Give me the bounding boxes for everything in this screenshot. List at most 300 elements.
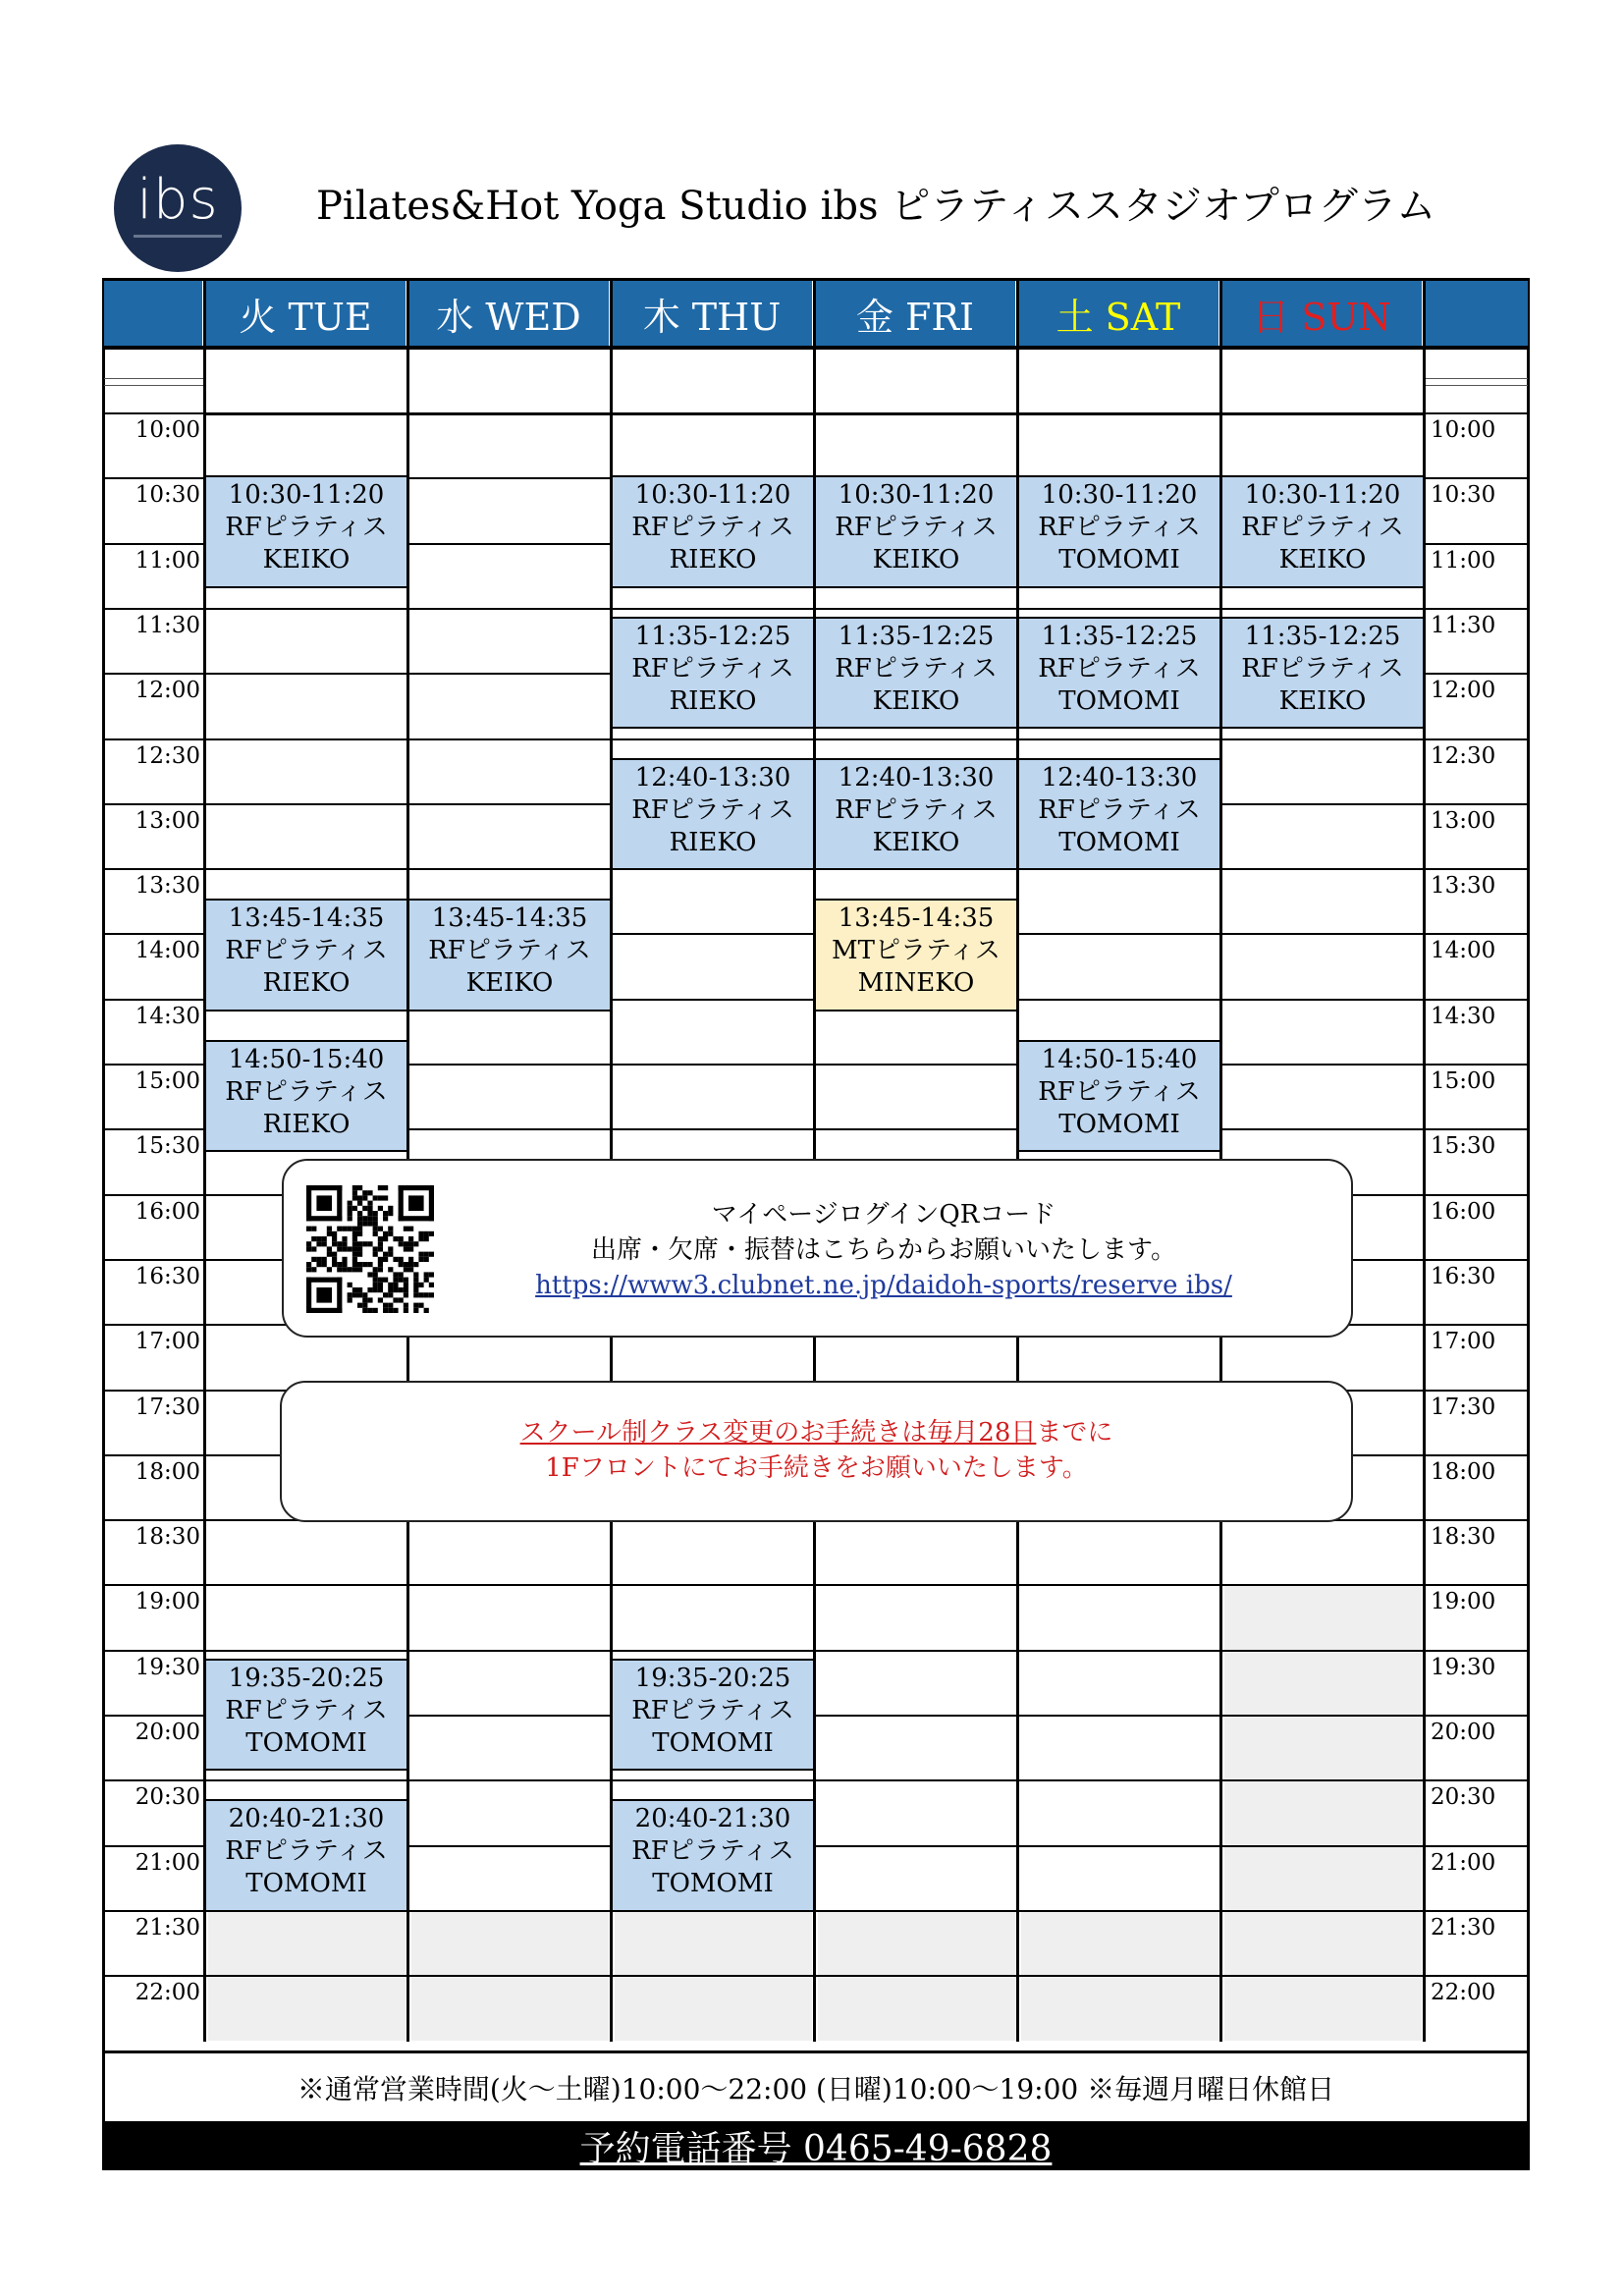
qr-module xyxy=(367,1216,372,1221)
qr-module xyxy=(388,1287,393,1292)
qr-module xyxy=(383,1231,388,1236)
class-instructor: KEIKO xyxy=(872,685,960,716)
qr-module xyxy=(306,1262,311,1267)
class-time: 19:35-20:25 xyxy=(228,1663,385,1693)
class-time: 20:40-21:30 xyxy=(228,1804,385,1834)
qr-module xyxy=(362,1221,367,1226)
class-block[interactable] xyxy=(1017,475,1221,588)
qr-module xyxy=(337,1227,342,1231)
qr-module xyxy=(373,1211,378,1216)
qr-module xyxy=(373,1283,378,1287)
qr-module xyxy=(357,1195,362,1200)
class-program: RFピラティス xyxy=(631,653,794,683)
class-time: 20:40-21:30 xyxy=(634,1804,791,1834)
qr-module xyxy=(393,1236,398,1241)
class-instructor: KEIKO xyxy=(262,545,351,575)
class-program: RFピラティス xyxy=(225,513,388,543)
qr-module xyxy=(362,1190,367,1195)
class-block[interactable] xyxy=(204,1799,408,1912)
class-program: RFピラティス xyxy=(1038,653,1201,683)
class-instructor: KEIKO xyxy=(465,968,554,999)
reserve-link[interactable]: https://www3.clubnet.ne.jp/daidoh-sports/reserve ibs/ xyxy=(535,1271,1232,1300)
class-instructor: TOMOMI xyxy=(245,1869,367,1899)
qr-module xyxy=(362,1308,367,1313)
qr-module xyxy=(357,1241,362,1246)
class-block[interactable] xyxy=(407,899,612,1011)
class-program: MTピラティス xyxy=(832,936,1001,966)
time-gridline xyxy=(104,1975,1528,1977)
day-header: 火 TUE xyxy=(205,281,406,346)
qr-module xyxy=(348,1211,352,1216)
qr-module xyxy=(337,1241,342,1246)
studio-logo xyxy=(114,144,242,272)
header-divider xyxy=(104,346,1528,350)
class-block[interactable] xyxy=(204,475,408,588)
qr-module xyxy=(357,1231,362,1236)
time-label-right: 16:30 xyxy=(1431,1263,1496,1289)
qr-module xyxy=(306,1246,311,1251)
qr-module xyxy=(388,1252,393,1257)
qr-module xyxy=(311,1236,316,1241)
qr-module xyxy=(332,1241,337,1246)
class-program: RFピラティス xyxy=(225,1076,388,1107)
qr-module xyxy=(316,1257,321,1262)
day-header: 木 THU xyxy=(612,281,812,346)
class-block[interactable] xyxy=(1220,475,1425,588)
class-time: 12:40-13:30 xyxy=(634,762,791,793)
qr-module xyxy=(348,1283,352,1287)
time-label-right: 12:30 xyxy=(1431,742,1496,769)
qr-module xyxy=(352,1292,357,1297)
class-program: RFピラティス xyxy=(631,1836,794,1867)
class-instructor: RIEKO xyxy=(262,1109,351,1139)
qr-module xyxy=(373,1272,378,1277)
time-label-right: 13:00 xyxy=(1431,807,1496,834)
time-label-right: 21:30 xyxy=(1431,1914,1496,1941)
qr-module xyxy=(348,1206,352,1211)
qr-module xyxy=(352,1246,357,1251)
time-label-right: 11:00 xyxy=(1431,547,1496,574)
qr-module xyxy=(424,1308,429,1313)
qr-module xyxy=(383,1257,388,1262)
class-time: 10:30-11:20 xyxy=(838,480,995,511)
qr-module xyxy=(388,1267,393,1272)
qr-module xyxy=(399,1278,404,1283)
qr-module xyxy=(388,1246,393,1251)
time-label-right: 10:00 xyxy=(1431,417,1496,443)
time-label-left: 18:30 xyxy=(135,1524,200,1551)
time-label-left: 17:00 xyxy=(135,1329,200,1355)
qr-module xyxy=(399,1185,434,1190)
time-label-left: 15:30 xyxy=(135,1133,200,1160)
qr-module xyxy=(327,1252,332,1257)
qr-module xyxy=(383,1236,388,1241)
class-program: RFピラティス xyxy=(428,936,591,966)
time-label-right: 22:00 xyxy=(1431,1980,1496,2006)
time-label-left: 18:00 xyxy=(135,1458,200,1485)
qr-module xyxy=(367,1241,372,1246)
class-block[interactable] xyxy=(611,758,815,871)
qr-module xyxy=(348,1292,352,1297)
qr-module xyxy=(306,1185,311,1221)
qr-module xyxy=(399,1287,404,1292)
time-label-left: 11:00 xyxy=(135,547,200,574)
qr-notice-text: 出席・欠席・振替はこちらからお願いいたします。 xyxy=(591,1235,1176,1265)
qr-module xyxy=(378,1227,383,1231)
qr-module xyxy=(362,1303,367,1308)
school-deadline-text: スクール制クラス変更のお手続きは毎月28日 xyxy=(519,1418,1037,1448)
qr-module xyxy=(383,1216,388,1221)
time-label-right: 14:00 xyxy=(1431,938,1496,964)
class-block[interactable] xyxy=(204,1040,408,1153)
time-label-left: 10:00 xyxy=(135,417,200,443)
time-label-left: 13:30 xyxy=(135,873,200,900)
qr-module xyxy=(393,1272,398,1277)
time-label-right: 17:30 xyxy=(1431,1394,1496,1420)
time-label-left: 19:30 xyxy=(135,1654,200,1680)
class-instructor: KEIKO xyxy=(1278,685,1367,716)
class-block[interactable] xyxy=(611,617,815,730)
qr-notice-title: マイページログインQRコード xyxy=(711,1200,1056,1230)
class-program: RFピラティス xyxy=(631,1695,794,1725)
qr-module xyxy=(362,1216,367,1221)
class-program: RFピラティス xyxy=(1241,653,1404,683)
qr-module xyxy=(404,1292,408,1297)
time-label-right: 19:00 xyxy=(1431,1589,1496,1615)
qr-module xyxy=(367,1221,372,1226)
qr-module xyxy=(357,1221,362,1226)
class-time: 11:35-12:25 xyxy=(634,621,791,651)
qr-module xyxy=(388,1206,393,1211)
qr-module xyxy=(348,1227,352,1231)
class-block[interactable] xyxy=(814,475,1018,588)
class-time: 13:45-14:35 xyxy=(228,903,385,934)
qr-module xyxy=(383,1303,388,1308)
qr-module xyxy=(352,1195,357,1200)
class-time: 19:35-20:25 xyxy=(634,1663,791,1693)
school-notice-line2: 1Fフロントにてお手続きをお願いいたします。 xyxy=(545,1453,1088,1483)
qr-module xyxy=(399,1257,404,1262)
qr-module xyxy=(348,1267,352,1272)
qr-module xyxy=(388,1227,393,1231)
time-label-right: 16:00 xyxy=(1431,1198,1496,1225)
day-header: 土 SAT xyxy=(1018,281,1218,346)
qr-module xyxy=(367,1287,372,1292)
time-gridline xyxy=(104,1584,1528,1586)
qr-module xyxy=(388,1211,393,1216)
class-time: 13:45-14:35 xyxy=(431,903,588,934)
qr-module xyxy=(413,1308,418,1313)
qr-module xyxy=(367,1201,372,1206)
qr-module xyxy=(399,1185,404,1221)
header-corner-right xyxy=(1425,281,1528,346)
qr-module xyxy=(404,1278,408,1283)
qr-module xyxy=(388,1231,393,1236)
class-block[interactable] xyxy=(204,899,408,1011)
qr-module xyxy=(383,1308,388,1313)
time-label-left: 14:00 xyxy=(135,938,200,964)
class-instructor: RIEKO xyxy=(262,968,351,999)
class-instructor: RIEKO xyxy=(669,685,757,716)
class-program: RFピラティス xyxy=(631,794,794,825)
qr-module xyxy=(367,1190,372,1195)
class-time: 10:30-11:20 xyxy=(228,480,385,511)
qr-module xyxy=(306,1241,311,1246)
qr-module xyxy=(378,1297,383,1302)
qr-module xyxy=(352,1257,357,1262)
qr-module xyxy=(383,1278,388,1283)
class-time: 11:35-12:25 xyxy=(1244,621,1401,651)
class-time: 11:35-12:25 xyxy=(1041,621,1198,651)
qr-module xyxy=(332,1252,337,1257)
qr-module xyxy=(322,1257,327,1262)
qr-module xyxy=(316,1241,321,1246)
closed-cell xyxy=(1224,1585,1422,2041)
qr-module xyxy=(352,1262,357,1267)
qr-module xyxy=(383,1195,388,1200)
time-label-left: 12:00 xyxy=(135,678,200,704)
qr-module xyxy=(311,1257,316,1262)
class-block[interactable] xyxy=(1017,1040,1221,1153)
class-block[interactable] xyxy=(814,758,1018,871)
qr-module xyxy=(404,1308,408,1313)
qr-module xyxy=(367,1297,372,1302)
qr-module xyxy=(306,1278,342,1283)
qr-module xyxy=(322,1241,327,1246)
qr-module xyxy=(383,1211,388,1216)
class-block[interactable] xyxy=(611,1659,815,1772)
time-label-right: 15:00 xyxy=(1431,1068,1496,1094)
qr-module xyxy=(399,1262,404,1267)
time-label-left: 14:30 xyxy=(135,1003,200,1029)
qr-module xyxy=(311,1267,316,1272)
qr-module xyxy=(418,1303,423,1308)
class-instructor: TOMOMI xyxy=(1058,685,1180,716)
qr-module xyxy=(337,1246,342,1251)
qr-module xyxy=(348,1246,352,1251)
qr-module xyxy=(311,1227,316,1231)
qr-module xyxy=(404,1241,408,1246)
qr-module xyxy=(388,1308,393,1313)
qr-module xyxy=(357,1292,362,1297)
qr-module xyxy=(357,1252,362,1257)
qr-module xyxy=(316,1287,332,1303)
qr-module xyxy=(306,1308,342,1313)
qr-module xyxy=(352,1206,357,1211)
time-label-left: 19:00 xyxy=(135,1589,200,1615)
qr-module xyxy=(306,1278,311,1313)
header-corner-left xyxy=(104,281,202,346)
qr-module xyxy=(393,1283,398,1287)
qr-module xyxy=(357,1211,362,1216)
time-label-left: 13:00 xyxy=(135,807,200,834)
time-label-right: 14:30 xyxy=(1431,1003,1496,1029)
qr-module xyxy=(362,1292,367,1297)
time-label-left: 20:30 xyxy=(135,1784,200,1811)
qr-module xyxy=(316,1262,321,1267)
time-label-left: 10:30 xyxy=(135,482,200,509)
class-time: 10:30-11:20 xyxy=(1041,480,1198,511)
qr-module xyxy=(357,1185,362,1190)
school-notice-line1 xyxy=(280,1415,1353,1450)
class-program: RFピラティス xyxy=(225,1836,388,1867)
reservation-phone[interactable]: 予約電話番号 0465-49-6828 xyxy=(579,2128,1053,2169)
time-label-left: 16:00 xyxy=(135,1198,200,1225)
qr-module xyxy=(352,1231,357,1236)
qr-module xyxy=(311,1246,316,1251)
qr-module xyxy=(357,1303,362,1308)
time-label-right: 20:30 xyxy=(1431,1784,1496,1811)
qr-module xyxy=(332,1236,337,1241)
qr-module xyxy=(352,1227,357,1231)
class-block[interactable] xyxy=(1017,617,1221,730)
qr-module xyxy=(316,1195,332,1211)
qr-module xyxy=(327,1246,332,1251)
qr-module xyxy=(337,1185,342,1221)
qr-module xyxy=(388,1283,393,1287)
qr-module xyxy=(378,1278,383,1283)
time-label-right: 19:30 xyxy=(1431,1654,1496,1680)
class-program: RFピラティス xyxy=(835,794,998,825)
qr-module xyxy=(352,1287,357,1292)
class-instructor: KEIKO xyxy=(872,827,960,857)
qr-module xyxy=(362,1195,367,1200)
qr-module xyxy=(404,1267,408,1272)
time-gridline xyxy=(104,1650,1528,1652)
qr-module xyxy=(399,1236,404,1241)
qr-module xyxy=(332,1257,337,1262)
qr-module xyxy=(348,1201,352,1206)
qr-module xyxy=(362,1297,367,1302)
class-instructor: TOMOMI xyxy=(1058,545,1180,575)
qr-module xyxy=(373,1308,378,1313)
qr-module xyxy=(348,1297,352,1302)
qr-module xyxy=(378,1236,383,1241)
class-instructor: TOMOMI xyxy=(652,1727,774,1758)
class-block[interactable] xyxy=(814,899,1018,1011)
time-gridline xyxy=(104,608,1528,610)
time-label-left: 15:00 xyxy=(135,1068,200,1094)
qr-module xyxy=(378,1195,383,1200)
class-program: RFピラティス xyxy=(1038,794,1201,825)
business-hours-note: ※通常営業時間(火～土曜)10:00～22:00 (日曜)10:00～19:00 ※毎週月曜日休館日 xyxy=(104,2050,1528,2121)
qr-module xyxy=(362,1262,367,1267)
class-block[interactable] xyxy=(1220,617,1425,730)
class-block[interactable] xyxy=(611,475,815,588)
qr-module xyxy=(373,1246,378,1251)
time-gridline xyxy=(104,1779,1528,1781)
qr-module xyxy=(378,1185,383,1190)
qr-module xyxy=(306,1216,342,1221)
qr-module xyxy=(306,1227,311,1231)
day-header: 日 SUN xyxy=(1221,281,1422,346)
class-time: 14:50-15:40 xyxy=(1041,1044,1198,1074)
class-instructor: TOMOMI xyxy=(245,1727,367,1758)
qr-module xyxy=(367,1206,372,1211)
qr-module xyxy=(367,1272,372,1277)
qr-module xyxy=(378,1287,383,1292)
class-program: RFピラティス xyxy=(631,513,794,543)
qr-module xyxy=(357,1267,362,1272)
class-block[interactable] xyxy=(204,1659,408,1772)
time-label-left: 22:00 xyxy=(135,1980,200,2006)
qr-module xyxy=(342,1241,347,1246)
time-label-right: 17:00 xyxy=(1431,1329,1496,1355)
qr-module xyxy=(378,1246,383,1251)
time-gridline xyxy=(104,738,1528,740)
class-block[interactable] xyxy=(611,1799,815,1912)
class-instructor: KEIKO xyxy=(1278,545,1367,575)
qr-module xyxy=(332,1262,337,1267)
time-label-left: 11:30 xyxy=(135,612,200,638)
time-label-left: 17:30 xyxy=(135,1394,200,1420)
qr-module xyxy=(342,1227,347,1231)
qr-module xyxy=(352,1190,357,1195)
qr-module xyxy=(352,1267,357,1272)
qr-module xyxy=(388,1303,393,1308)
class-program: RFピラティス xyxy=(225,936,388,966)
qr-module xyxy=(357,1287,362,1292)
class-block[interactable] xyxy=(1017,758,1221,871)
qr-module xyxy=(373,1287,378,1292)
time-label-right: 21:00 xyxy=(1431,1849,1496,1876)
qr-module xyxy=(378,1267,383,1272)
qr-module xyxy=(367,1262,372,1267)
qr-module xyxy=(404,1303,408,1308)
qr-module xyxy=(327,1231,332,1236)
qr-module xyxy=(373,1267,378,1272)
class-program: RFピラティス xyxy=(1038,513,1201,543)
qr-module xyxy=(332,1231,337,1236)
qr-module xyxy=(316,1236,321,1241)
qr-module xyxy=(393,1278,398,1283)
qr-module xyxy=(352,1236,357,1241)
class-instructor: RIEKO xyxy=(669,827,757,857)
class-block[interactable] xyxy=(814,617,1018,730)
class-instructor: TOMOMI xyxy=(1058,1109,1180,1139)
qr-module xyxy=(373,1216,378,1221)
qr-module xyxy=(327,1267,332,1272)
qr-module xyxy=(383,1185,388,1190)
row-divider xyxy=(104,385,205,386)
school-deadline-tail: までに xyxy=(1036,1418,1113,1448)
time-label-right: 15:30 xyxy=(1431,1133,1496,1160)
time-label-left: 21:30 xyxy=(135,1914,200,1941)
qr-module xyxy=(352,1252,357,1257)
qr-module xyxy=(378,1262,383,1267)
class-time: 13:45-14:35 xyxy=(838,903,995,934)
qr-module xyxy=(357,1246,362,1251)
qr-module xyxy=(337,1262,342,1267)
class-time: 10:30-11:20 xyxy=(1244,480,1401,511)
class-time: 11:35-12:25 xyxy=(838,621,995,651)
qr-module xyxy=(322,1262,327,1267)
qr-module xyxy=(404,1227,408,1231)
qr-module xyxy=(342,1236,347,1241)
qr-module xyxy=(383,1252,388,1257)
qr-module xyxy=(393,1308,398,1313)
qr-module xyxy=(404,1262,408,1267)
time-label-right: 18:00 xyxy=(1431,1458,1496,1485)
qr-module xyxy=(362,1241,367,1246)
class-instructor: RIEKO xyxy=(669,545,757,575)
qr-module xyxy=(378,1257,383,1262)
time-label-right: 13:30 xyxy=(1431,873,1496,900)
qr-module xyxy=(399,1297,404,1302)
qr-module xyxy=(373,1231,378,1236)
qr-module xyxy=(393,1287,398,1292)
qr-module xyxy=(393,1257,398,1262)
